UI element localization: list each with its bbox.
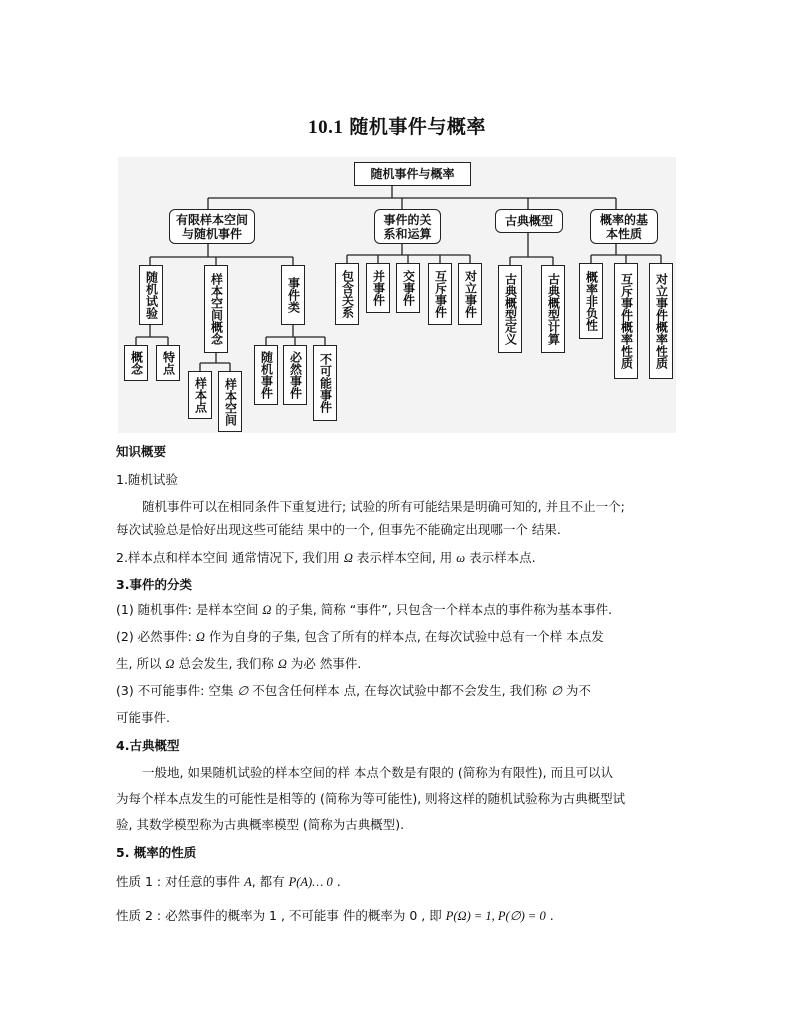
- section-4-heading: 4.古典概型: [116, 738, 180, 753]
- leaf-non-negativity: 概率非负性: [579, 263, 603, 339]
- leaf-classical-calculation: 古典概型计算: [541, 265, 565, 353]
- title-number: 10.1: [308, 117, 344, 138]
- section-3-item-2: (2) 必然事件: Ω 作为自身的子集, 包含了所有的样本点, 在每次试验中总有一个样 本点发: [116, 629, 604, 644]
- section-3-item-3-cont: 可能事件.: [116, 710, 170, 725]
- section-1-text-2: 每次试验总是恰好出现这些可能结 果中的一个, 但事先不能确定出现哪一个 结果.: [116, 522, 561, 537]
- leaf-complementary-property: 对立事件概率性质: [649, 263, 673, 379]
- leaf-concept: 概念: [124, 345, 148, 381]
- section-3-item-3: (3) 不可能事件: 空集 ∅ 不包含任何样本 点, 在每次试验中都不会发生, 我们称 ∅ 为不: [116, 683, 591, 698]
- emptyset-symbol: ∅: [237, 684, 249, 698]
- section-4-text-3: 验, 其数学模型称为古典概率模型 (简称为古典概型).: [116, 817, 405, 832]
- section-4-text-2: 为每个样本点发生的可能性是相等的 (简称为等可能性), 则将这样的随机试验称为古典概型试: [116, 791, 626, 806]
- leaf-inclusion: 包含关系: [335, 263, 359, 325]
- overview-heading: 知识概要: [116, 444, 167, 459]
- title-text: 随机事件与概率: [349, 116, 486, 138]
- branch-event-relations: 事件的关 系和运算: [374, 209, 441, 244]
- property-1: 性质 1 : 对任意的事件 A, 都有 P(A)… 0 .: [116, 874, 341, 889]
- section-3-item-1: (1) 随机事件: 是样本空间 Ω 的子集, 简称 “事件”, 只包含一个样本点的事件称为基本事件.: [116, 602, 613, 617]
- leaf-exclusive-property: 互斥事件概率性质: [614, 263, 638, 379]
- diagram-root: 随机事件与概率: [354, 162, 471, 186]
- leaf-mutually-exclusive: 互斥事件: [428, 263, 452, 325]
- section-4-text-1: 一般地, 如果随机试验的样本空间的样 本点个数是有限的 (简称为有限性), 而且可以认: [142, 765, 614, 780]
- leaf-intersection: 交事件: [396, 263, 420, 313]
- section-3-item-2-cont: 生, 所以 Ω 总会发生, 我们称 Ω 为必 然事件.: [116, 656, 362, 671]
- section-1-heading: 1.随机试验: [116, 472, 178, 487]
- section-2-text: 2.样本点和样本空间 通常情况下, 我们用 Ω 表示样本空间, 用 ω 表示样本点.: [116, 550, 536, 565]
- leaf-sample-point: 样本点: [188, 371, 212, 419]
- omega-symbol: Ω: [343, 551, 353, 565]
- leaf-classical-definition: 古典概型定义: [498, 265, 522, 353]
- branch-probability-properties: 概率的基 本性质: [590, 209, 658, 244]
- leaf-certain-event: 必然事件: [283, 345, 307, 405]
- leaf-sample-space-concept: 样本空间概念: [204, 265, 228, 353]
- leaf-random-event: 随机事件: [254, 345, 278, 405]
- section-3-heading: 3.事件的分类: [116, 577, 192, 592]
- property-1-formula: P(A)… 0: [288, 875, 333, 889]
- section-1-text-1: 随机事件可以在相同条件下重复进行; 试验的所有可能结果是明确可知的, 并且不止一个;: [142, 499, 625, 514]
- leaf-impossible-event: 不可能事件: [313, 345, 337, 421]
- leaf-union: 并事件: [366, 263, 390, 313]
- property-2-formula: P(Ω) = 1, P(∅) = 0: [445, 909, 546, 923]
- branch-classical-model: 古典概型: [495, 209, 563, 233]
- concept-diagram: [118, 157, 676, 433]
- leaf-features: 特点: [156, 345, 180, 381]
- omega-small-symbol: ω: [456, 551, 466, 565]
- leaf-random-experiment: 随机试验: [139, 265, 163, 325]
- page-title: [0, 112, 794, 139]
- branch-sample-space: 有限样本空间 与随机事件: [169, 209, 255, 244]
- section-5-heading: 5. 概率的性质: [116, 845, 197, 860]
- property-2: 性质 2 : 必然事件的概率为 1 , 不可能事 件的概率为 0 , 即 P(Ω) = 1, P(∅) = 0 .: [116, 908, 554, 923]
- leaf-complementary: 对立事件: [458, 263, 482, 325]
- leaf-sample-space: 样本空间: [218, 371, 242, 432]
- leaf-event-types: 事件类: [281, 265, 305, 325]
